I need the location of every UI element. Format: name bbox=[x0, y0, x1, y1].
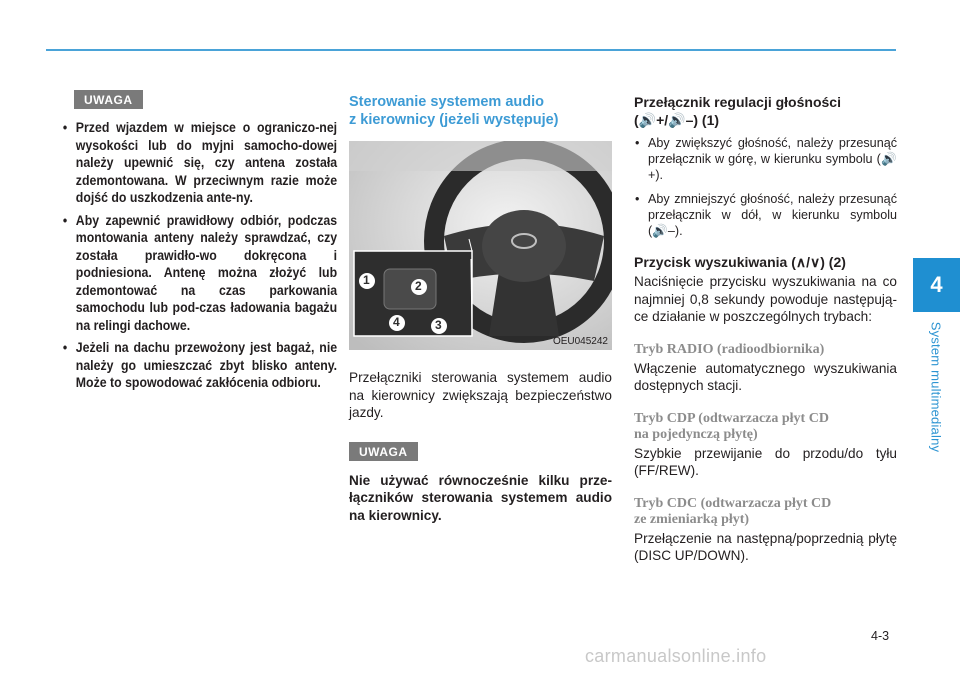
cdc-title: Tryb CDC (odtwarzacza płyt CD ze zmieniarką płyt) bbox=[634, 495, 832, 527]
warning-item: • Aby zapewnić prawidłowy odbiór, podczas montowania anteny należy sprawdzać, czy została prawidło-wo dokręcona i podniesiona. Antenę można złożyć lub zdemontować na czas parkowania samochodu lub pod-czas ładowania bagażu na relingi dachowe. bbox=[62, 212, 337, 335]
callout-3: 3 bbox=[435, 318, 442, 332]
left-column bbox=[62, 90, 338, 397]
section-heading: Sterowanie systemem audio z kierownicy (jeżeli występuje) bbox=[349, 94, 559, 128]
top-rule bbox=[46, 49, 896, 51]
volume-title: Przełącznik regulacji głośności (🔊+/🔊–) (1) bbox=[634, 94, 841, 128]
search-paragraph: Naciśnięcie przycisku wyszukiwania na co najmniej 0,8 sekundy powoduje następują-ce działanie w poszczególnych trybach: bbox=[634, 274, 897, 324]
warning-badge: UWAGA bbox=[349, 442, 418, 461]
search-title: Przycisk wyszukiwania (∧/∨) (2) bbox=[634, 254, 846, 270]
cdp-title: Tryb CDP (odtwarzacza płyt CD na pojedynczą płytę) bbox=[634, 410, 829, 442]
page-number: 4-3 bbox=[871, 629, 890, 643]
warning-item: • Przed wjazdem w miejsce o ograniczo-nej wysokości lub do myjni samocho-dowej należy upewnić się, czy antena została zdemontowana. W przeciwnym razie może dojść do uszkodzenia ante-ny. bbox=[62, 119, 337, 207]
cdp-text: Szybkie przewijanie do przodu/do tyłu (FF/REW). bbox=[634, 445, 897, 478]
intro-paragraph: Przełączniki sterowania systemem audio na kierownicy zwiększają bezpieczeństwo jazdy. bbox=[349, 370, 612, 420]
callout-2: 2 bbox=[415, 279, 422, 293]
steering-wheel-icon bbox=[349, 141, 612, 350]
middle-column bbox=[349, 93, 612, 524]
volume-list bbox=[634, 135, 897, 239]
radio-title: Tryb RADIO (radioodbiornika) bbox=[634, 341, 825, 357]
warning-list bbox=[62, 119, 338, 392]
callout-1: 1 bbox=[363, 273, 370, 287]
volume-item: • Aby zwiększyć głośność, należy przesunąć przełącznik w górę, w kierunku symbolu (🔊+). bbox=[634, 135, 897, 183]
chapter-label: System multimedialny bbox=[928, 321, 944, 453]
chapter-tab: 4 bbox=[913, 258, 960, 312]
warning-text: Nie używać równocześnie kilku prze-łączników sterowania systemem audio na kierownicy. bbox=[349, 472, 612, 523]
warning-badge: UWAGA bbox=[74, 90, 143, 109]
callout-4: 4 bbox=[393, 315, 400, 329]
watermark: carmanualsonline.info bbox=[585, 646, 767, 666]
radio-text: Włączenie automatycznego wyszukiwania dostępnych stacji. bbox=[634, 360, 897, 393]
cdc-text: Przełączenie na następną/poprzednią płytę (DISC UP/DOWN). bbox=[634, 530, 897, 563]
warning-item: • Jeżeli na dachu przewożony jest bagaż, nie należy go umieszczać zbyt blisko anteny. Może to spowodować zakłócenia odbioru. bbox=[62, 339, 337, 392]
volume-item: • Aby zmniejszyć głośność, należy przesunąć przełącznik w dół, w kierunku symbolu (🔊–). bbox=[634, 191, 897, 239]
photo-code: OEU045242 bbox=[552, 336, 608, 347]
right-column bbox=[634, 93, 897, 565]
steering-wheel-photo bbox=[349, 141, 612, 350]
